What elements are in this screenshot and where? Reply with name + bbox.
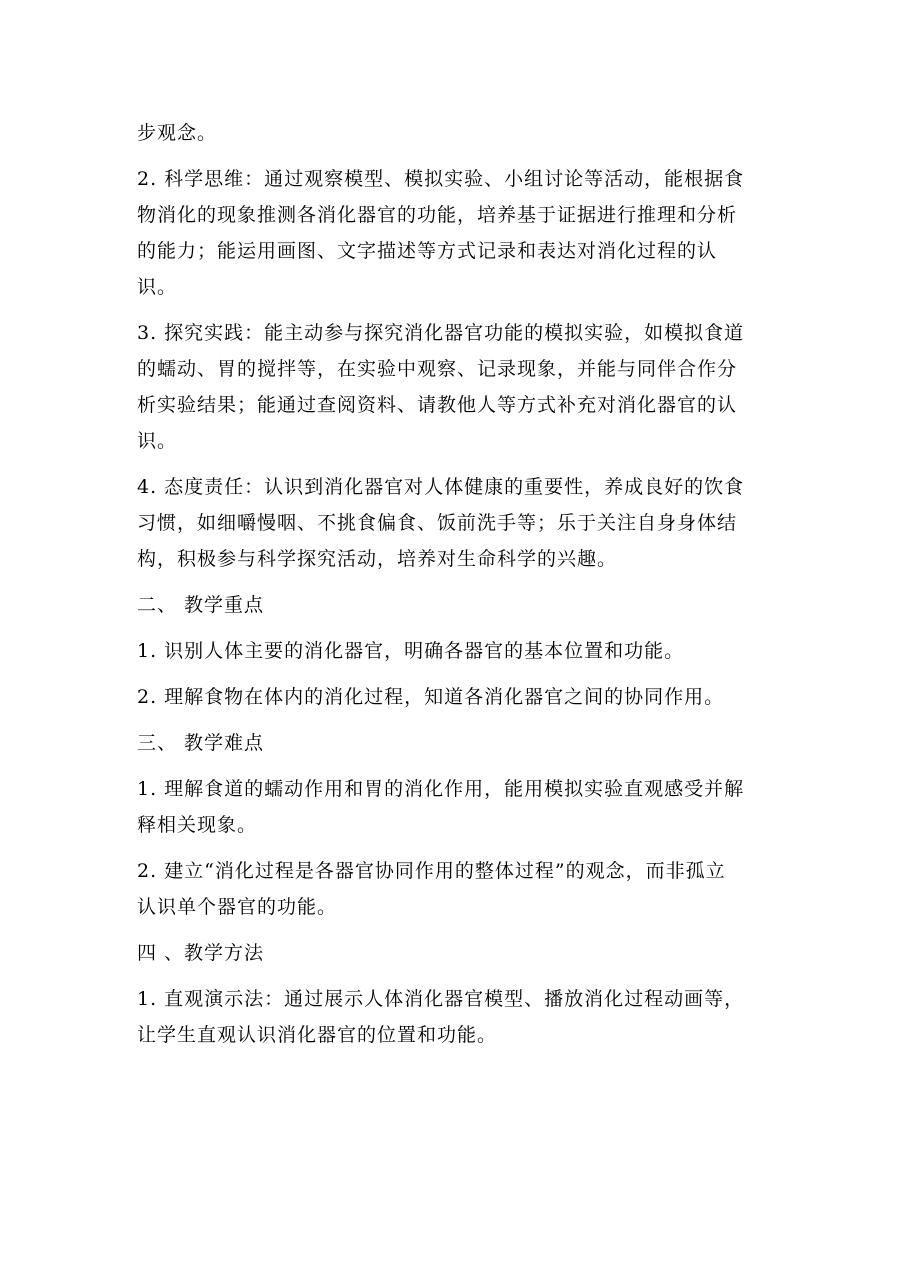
text-line: 2. 理解食物在体内的消化过程，知道各消化器官之间的协同作用。 <box>137 686 725 708</box>
text-line: 识。 <box>137 430 178 452</box>
text-line: 2. 建立“消化过程是各器官协同作用的整体过程”的观念，而非孤立 <box>137 860 726 882</box>
paragraph <box>137 771 777 843</box>
text-line: 三、 教学难点 <box>137 732 265 754</box>
section-heading <box>137 587 777 623</box>
paragraph <box>137 115 777 151</box>
text-line: 释相关现象。 <box>137 814 258 836</box>
text-line: 1. 识别人体主要的消化器官，明确各器官的基本位置和功能。 <box>137 640 685 662</box>
paragraph-spacer <box>137 459 777 469</box>
paragraph-spacer <box>137 669 777 679</box>
paragraph <box>137 853 777 925</box>
text-line: 识。 <box>137 276 178 298</box>
paragraph-spacer <box>137 305 777 315</box>
text-line: 析实验结果；能通过查阅资料、请教他人等方式补充对消化器官的认 <box>137 394 738 416</box>
text-line: 1. 理解食道的蠕动作用和胃的消化作用，能用模拟实验直观感受并解 <box>137 778 745 800</box>
text-line: 二、 教学重点 <box>137 594 265 616</box>
paragraph <box>137 161 777 305</box>
document-body <box>137 115 777 1053</box>
paragraph <box>137 679 777 715</box>
text-line: 四 、教学方法 <box>137 942 265 964</box>
text-line: 3. 探究实践：能主动参与探究消化器官功能的模拟实验，如模拟食道 <box>137 322 745 344</box>
paragraph <box>137 469 777 577</box>
text-line: 的能力；能运用画图、文字描述等方式记录和表达对消化过程的认 <box>137 240 718 262</box>
paragraph <box>137 633 777 669</box>
paragraph-spacer <box>137 151 777 161</box>
paragraph-spacer <box>137 761 777 771</box>
paragraph <box>137 315 777 459</box>
text-line: 4. 态度责任：认识到消化器官对人体健康的重要性，养成良好的饮食 <box>137 476 745 498</box>
paragraph-spacer <box>137 715 777 725</box>
paragraph-spacer <box>137 971 777 981</box>
paragraph-spacer <box>137 623 777 633</box>
text-line: 2. 科学思维：通过观察模型、模拟实验、小组讨论等活动，能根据食 <box>137 168 745 190</box>
paragraph-spacer <box>137 925 777 935</box>
text-line: 物消化的现象推测各消化器官的功能，培养基于证据进行推理和分析 <box>137 204 738 226</box>
paragraph-spacer <box>137 577 777 587</box>
text-line: 1. 直观演示法：通过展示人体消化器官模型、播放消化过程动画等， <box>137 988 745 1010</box>
text-line: 构，积极参与科学探究活动，培养对生命科学的兴趣。 <box>137 548 618 570</box>
text-line: 步观念。 <box>137 122 218 144</box>
paragraph-spacer <box>137 843 777 853</box>
text-line: 习惯，如细嚼慢咽、不挑食偏食、饭前洗手等；乐于关注自身身体结 <box>137 512 738 534</box>
text-line: 的蠕动、胃的搅拌等，在实验中观察、记录现象，并能与同伴合作分 <box>137 358 738 380</box>
text-line: 认识单个器官的功能。 <box>137 896 338 918</box>
section-heading <box>137 725 777 761</box>
text-line: 让学生直观认识消化器官的位置和功能。 <box>137 1024 498 1046</box>
paragraph <box>137 981 777 1053</box>
section-heading <box>137 935 777 971</box>
